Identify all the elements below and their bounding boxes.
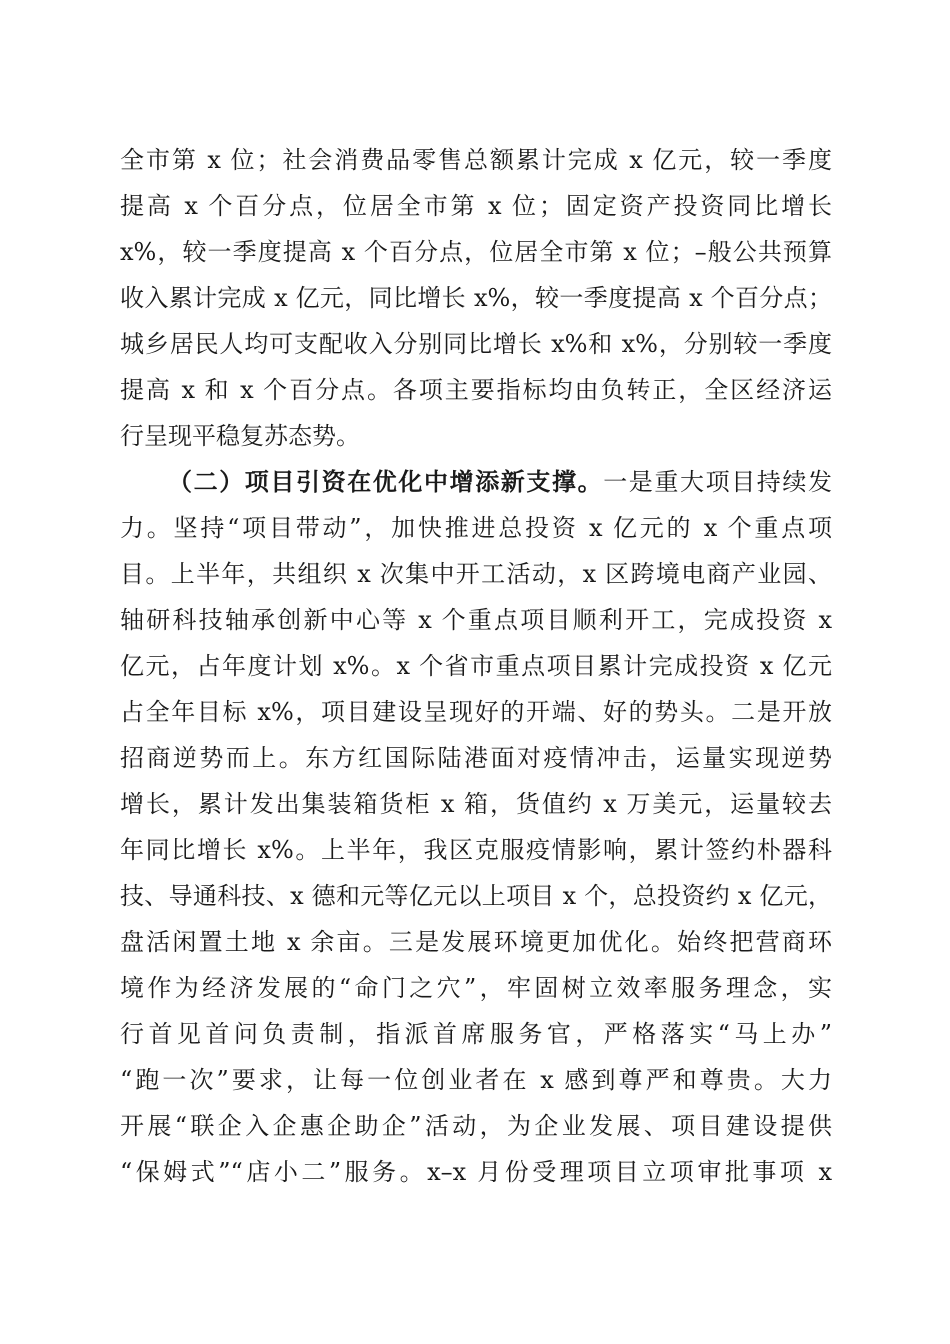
text-line: 增长，累计发出集装箱货柜 x 箱，货值约 x 万美元，运量较去 [120,790,832,818]
section-heading: （二）项目引资在优化中增添新支撑。 [168,468,604,496]
section-heading-line [168,462,832,502]
text-line: 全市第 x 位；社会消费品零售总额累计完成 x 亿元，较一季度 [120,146,832,174]
text-line: 目。上半年，共组织 x 次集中开工活动，x 区跨境电商产业园、 [120,560,832,588]
text-line: 行首见首问负责制，指派首席服务官，严格落实“马上办” [120,1020,832,1048]
text-line: x%，较一季度提高 x 个百分点，位居全市第 x 位；–般公共预算 [120,238,832,266]
text-line: 轴研科技轴承创新中心等 x 个重点项目顺利开工，完成投资 x [120,606,832,634]
text-line: 盘活闲置土地 x 余亩。三是发展环境更加优化。始终把营商环 [120,928,832,956]
text-line: 开展“联企入企惠企助企”活动，为企业发展、项目建设提供 [120,1112,832,1140]
text-line: 城乡居民人均可支配收入分别同比增长 x%和 x%，分别较一季度 [120,330,832,358]
text-line: 亿元，占年度计划 x%。x 个省市重点项目累计完成投资 x 亿元 [120,652,832,680]
text-line: 提高 x 和 x 个百分点。各项主要指标均由负转正，全区经济运 [120,376,832,404]
text-line: “跑一次”要求，让每一位创业者在 x 感到尊严和尊贵。大力 [120,1066,832,1094]
text-line: “保姆式”“店小二”服务。x–x 月份受理项目立项审批事项 x [120,1158,832,1186]
text-line: 境作为经济发展的“命门之穴”，牢固树立效率服务理念，实 [120,974,832,1002]
text-line: 收入累计完成 x 亿元，同比增长 x%，较一季度提高 x 个百分点； [120,284,832,312]
text-line: 提高 x 个百分点，位居全市第 x 位；固定资产投资同比增长 [120,192,832,220]
text-line: 招商逆势而上。东方红国际陆港面对疫情冲击，运量实现逆势 [120,744,832,772]
text-line: 技、导通科技、x 德和元等亿元以上项目 x 个，总投资约 x 亿元， [120,882,832,910]
text-line: 年同比增长 x%。上半年，我区克服疫情影响，累计签约朴器科 [120,836,832,864]
section-first-line-text: 一是重大项目持续发 [603,468,832,496]
text-line: 占全年目标 x%，项目建设呈现好的开端、好的势头。二是开放 [120,698,832,726]
text-line: 力。坚持“项目带动”，加快推进总投资 x 亿元的 x 个重点项 [120,514,832,542]
text-line: 行呈现平稳复苏态势。 [120,422,360,450]
